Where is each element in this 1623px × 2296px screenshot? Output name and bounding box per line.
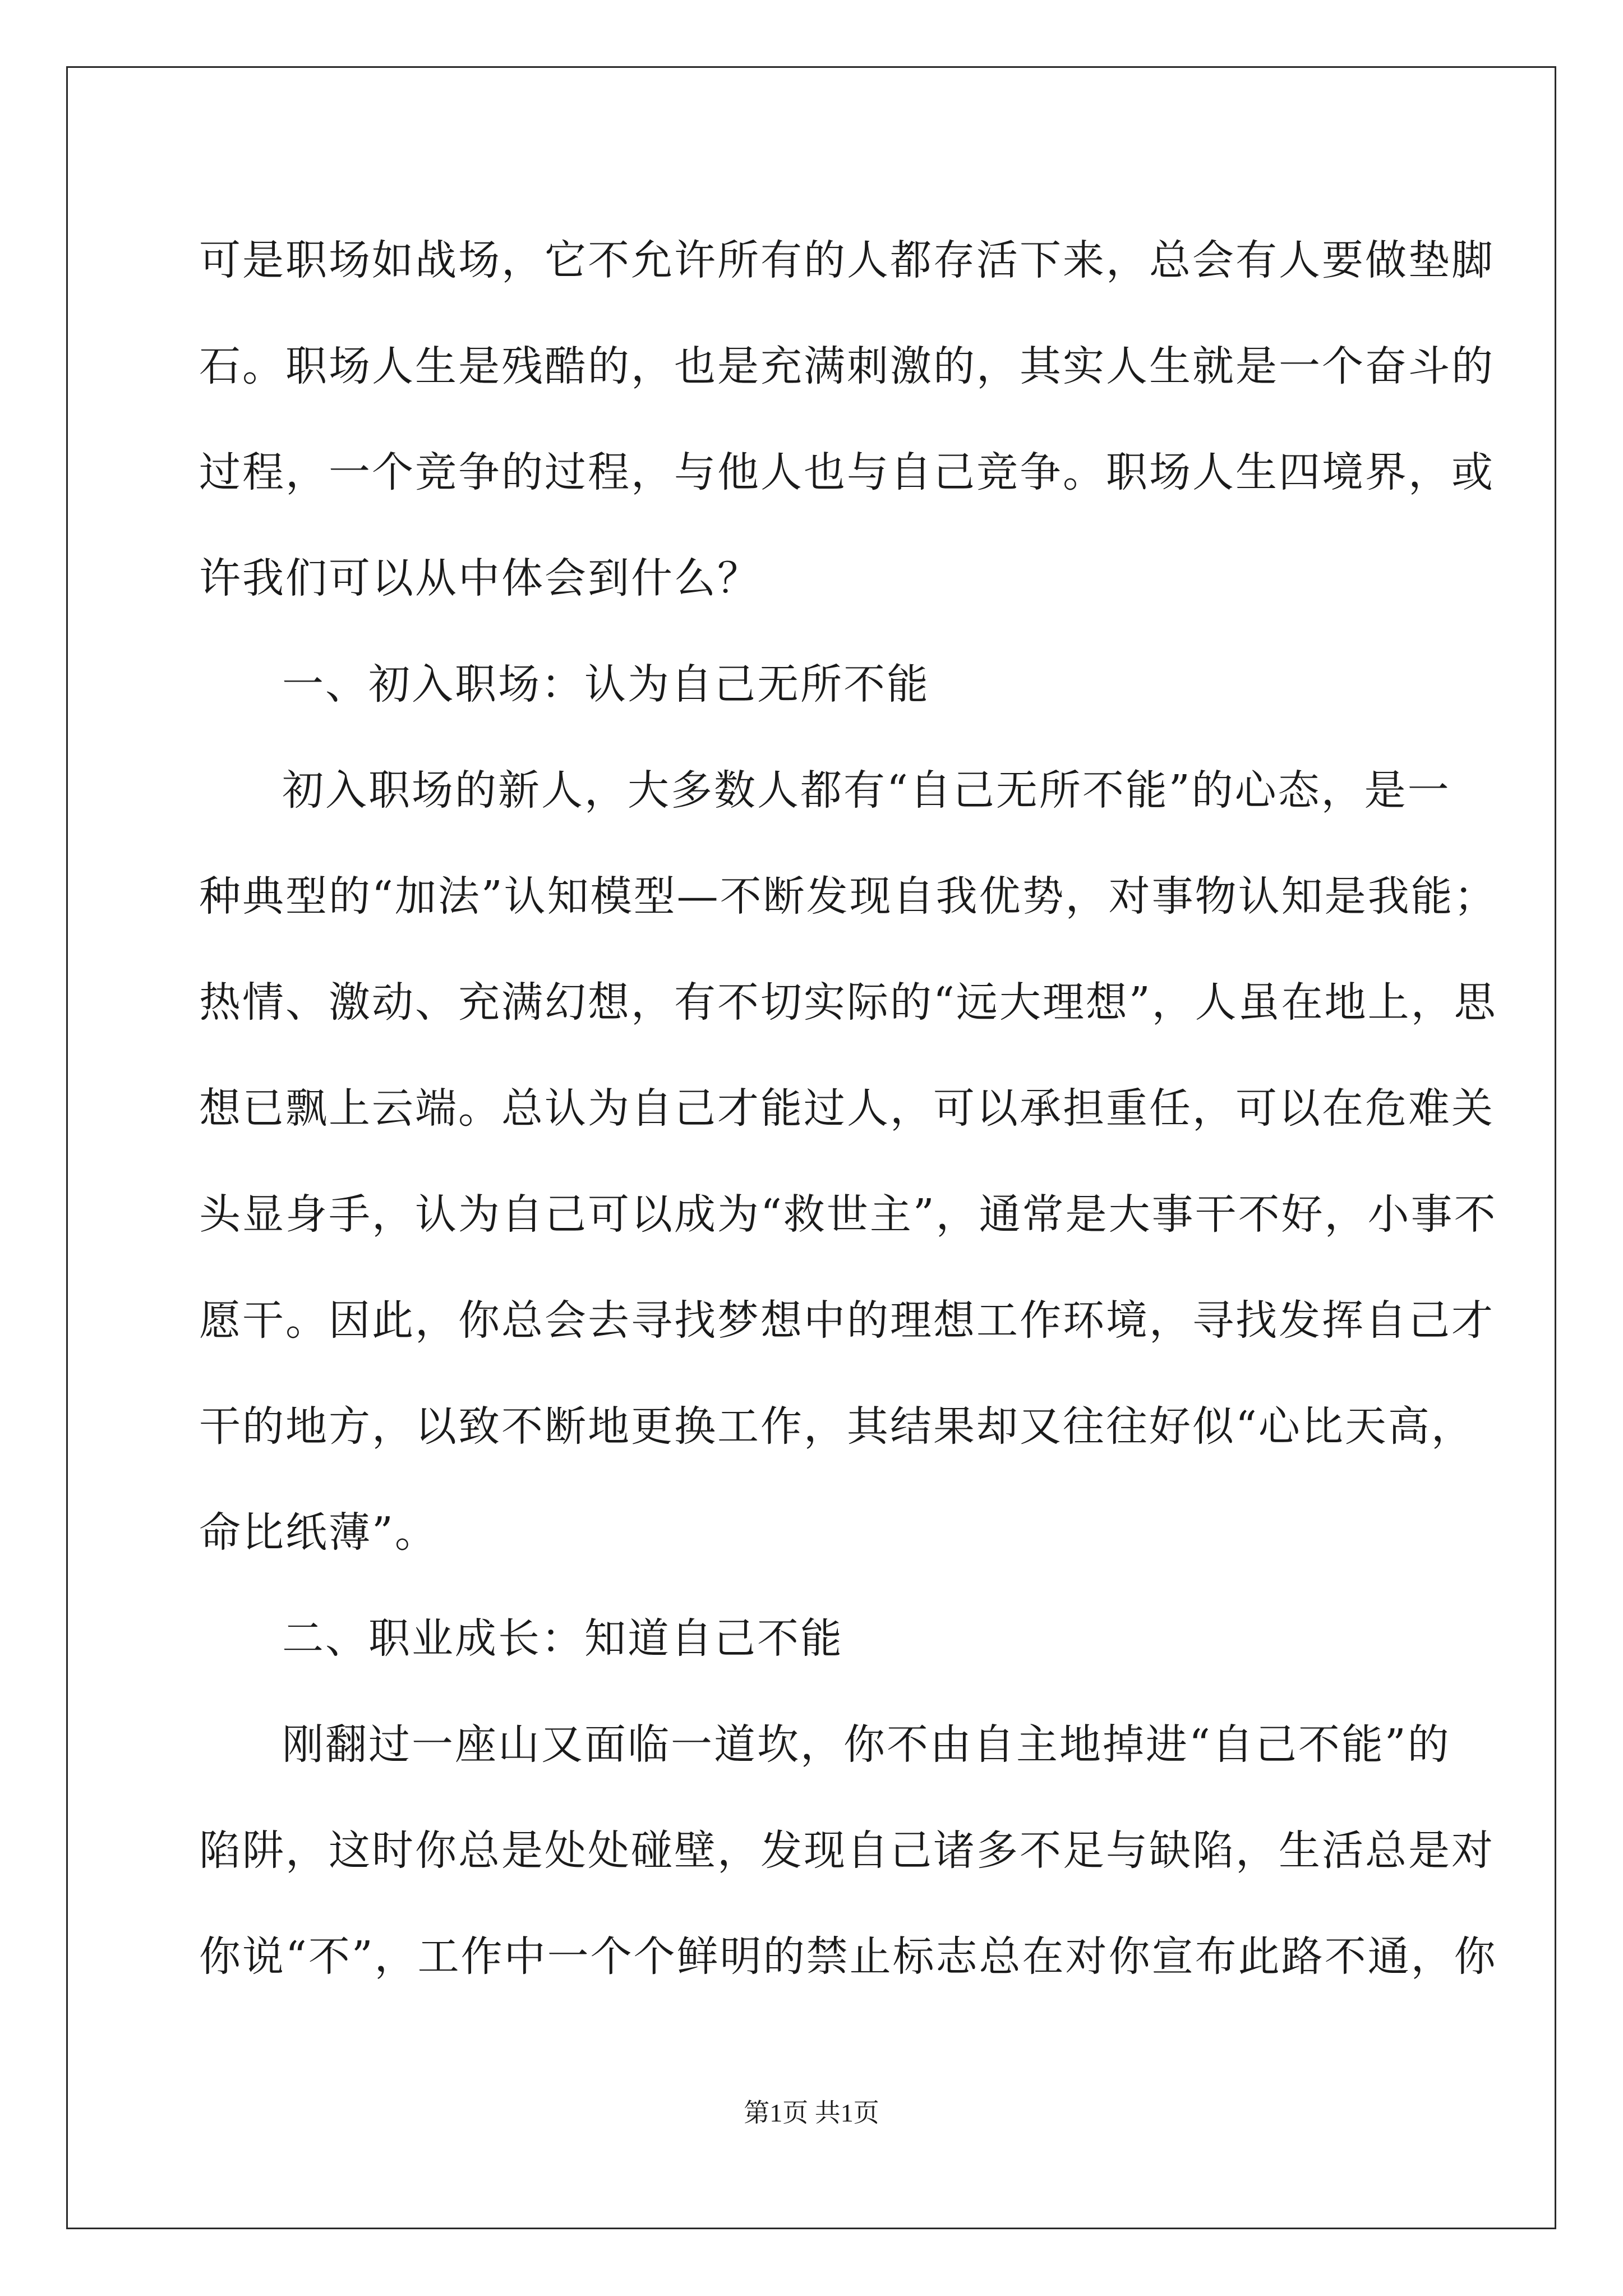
section-heading: 一、初入职场：认为自己无所不能 [282, 660, 930, 708]
text-line: 热情、激动、充满幻想，有不切实际的“远大理想”，人虽在地上，思 [199, 978, 1497, 1027]
text-line: 陷阱，这时你总是处处碰壁，发现自己诸多不足与缺陷，生活总是对 [199, 1826, 1495, 1875]
text-line: 过程，一个竞争的过程，与他人也与自己竞争。职场人生四境界，或 [199, 448, 1495, 496]
text-line: 可是职场如战场，它不允许所有的人都存活下来，总会有人要做垫脚 [199, 236, 1495, 284]
document-body [199, 208, 1497, 2010]
text-line: 初入职场的新人，大多数人都有“自己无所不能”的心态，是一 [282, 766, 1451, 815]
text-line: 种典型的“加法”认知模型—不断发现自我优势，对事物认知是我能； [199, 872, 1497, 921]
text-line: 想已飘上云端。总认为自己才能过人，可以承担重任，可以在危难关 [199, 1084, 1495, 1133]
text-line: 石。职场人生是残酷的，也是充满刺激的，其实人生就是一个奋斗的 [199, 342, 1495, 390]
text-line: 你说“不”，工作中一个个鲜明的禁止标志总在对你宣布此路不通，你 [199, 1932, 1497, 1981]
page-footer: 第1页 共1页 [744, 2099, 879, 2127]
text-line: 头显身手，认为自己可以成为“救世主”，通常是大事干不好，小事不 [199, 1190, 1497, 1239]
text-line: 许我们可以从中体会到什么？ [199, 554, 760, 602]
section-heading: 二、职业成长：知道自己不能 [282, 1614, 843, 1663]
text-line: 干的地方，以致不断地更换工作，其结果却又往往好似“心比天高， [199, 1402, 1474, 1451]
text-line: 愿干。因此，你总会去寻找梦想中的理想工作环境，寻找发挥自己才 [199, 1296, 1495, 1345]
text-line: 命比纸薄”。 [199, 1508, 438, 1557]
text-line: 刚翻过一座山又面临一道坎，你不由自主地掉进“自己不能”的 [282, 1720, 1451, 1769]
